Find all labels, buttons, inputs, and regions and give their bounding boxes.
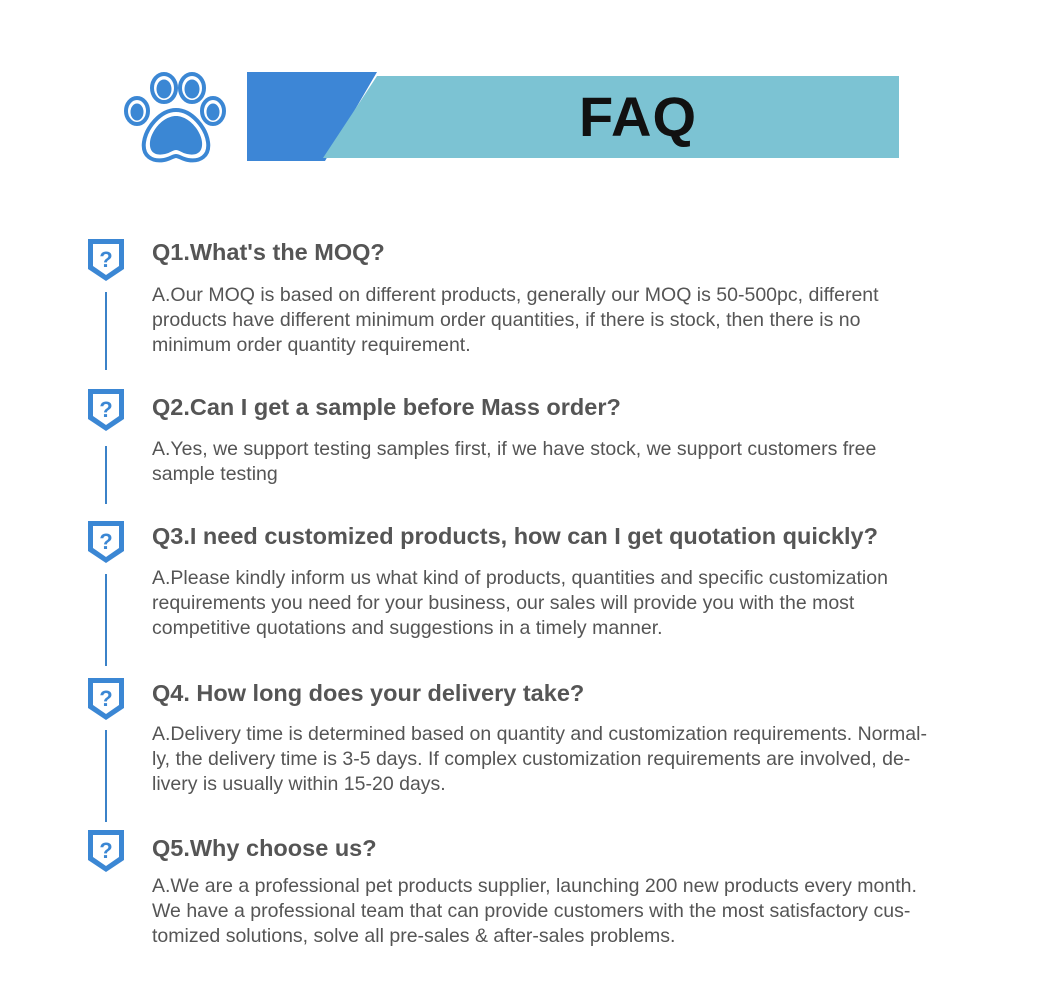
answer-text: A.Our MOQ is based on different products, generally our MOQ is 50-500pc, different products have different minimum order quantities, if there is stock, then there is no minimum order quantity requirement.	[152, 284, 879, 356]
question-title: Q4. How long does your delivery take?	[152, 680, 585, 706]
question-title: Q5.Why choose us?	[152, 835, 377, 861]
answer-text: A.Please kindly inform us what kind of products, quantities and specific customization requirements you need for your business, our sales will provide you with the most competitive quotations and suggestions in a timely manner.	[152, 567, 888, 639]
question-shield-icon	[86, 676, 126, 722]
svg-text:?: ?	[99, 397, 113, 422]
question-shield-icon	[86, 387, 126, 433]
question-title: Q1.What's the MOQ?	[152, 239, 385, 265]
timeline-line	[105, 574, 107, 666]
question-shield-icon	[86, 237, 126, 283]
paw-icon	[120, 70, 230, 166]
svg-text:?: ?	[99, 529, 113, 554]
answer-text: A.Yes, we support testing samples first, if we have stock, we support customers free sample testing	[152, 438, 877, 485]
faq-banner	[247, 72, 899, 161]
svg-text:?: ?	[99, 686, 113, 711]
timeline-line	[105, 730, 107, 822]
question-title: Q3.I need customized products, how can I get quotation quickly?	[152, 523, 878, 549]
question-title: Q2.Can I get a sample before Mass order?	[152, 394, 621, 420]
answer-text: A.We are a professional pet products supplier, launching 200 new products every month. We have a professional team that can provide customers with the most satisfactory cus- tomized solutions, solve all pre-sales & after-sales problems.	[152, 875, 917, 947]
svg-text:?: ?	[99, 247, 113, 272]
question-shield-icon	[86, 828, 126, 874]
page-title: FAQ	[578, 85, 698, 148]
question-shield-icon	[86, 519, 126, 565]
svg-text:?: ?	[99, 838, 113, 863]
timeline-line	[105, 446, 107, 504]
answer-text: A.Delivery time is determined based on quantity and customization requirements. Normal- ly, the delivery time is 3-5 days. If complex customization requirements are involved, de- livery is usually within 15-20 days.	[152, 723, 927, 795]
timeline-line	[105, 292, 107, 370]
